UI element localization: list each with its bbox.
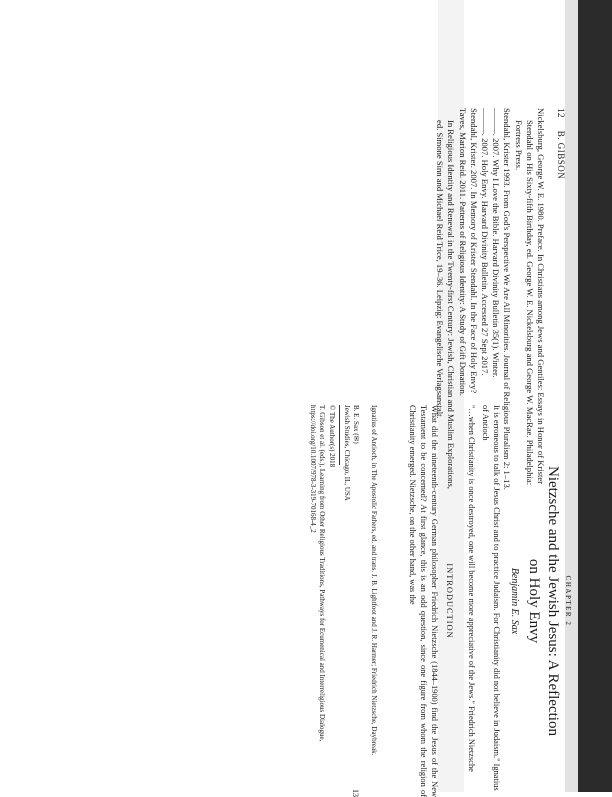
epigraph-quote-2: "…when Christianity is once destroyed, one will become more appreciative of the Jews." Friedrich Nietzsche	[467, 405, 476, 772]
right-page	[292, 405, 572, 797]
chapter-label: CHAPTER 2	[564, 575, 572, 627]
reference-item: Stendahl, Krister. 2007. In Memory of Krister Stendahl. In the Face of Holy Envy?	[468, 108, 479, 394]
section-heading: INTRODUCTION	[445, 563, 454, 639]
reference-item: Nickelsburg, George W. E. 1980. Preface. In Christians among Jews and Gentiles: Essays in Honor of Krister Stendahl on His Sixty-fifth Birthday, ed. George W. E. Nickelsburg and George W. MacRae. Philadelphia: Fortress Press.	[513, 108, 546, 486]
chapter-author: Benjamin E. Sax	[509, 567, 520, 635]
body-text	[407, 405, 440, 797]
editors-line: T. Gibson et al. (eds.), Learning from Other Religious Traditions, Pathways for Ecumenical and Interreligious Dialogue,	[318, 405, 327, 742]
footnote	[369, 405, 378, 797]
chapter-title-line-1: Nietzsche and the Jewish Jesus: A Reflection	[545, 466, 561, 736]
reference-item: ———. 2007. Why I Love the Bible. Harvard Divinity Bulletin 35(1). Winter.	[491, 108, 502, 378]
chapter-title	[524, 405, 562, 797]
author-affiliation: Jewish Studies, Chicago, IL, USA	[342, 405, 351, 501]
author-address: B. E. Sax (✉)	[352, 405, 360, 444]
chapter-title-line-2: on Holy Envy	[526, 558, 542, 644]
doi-link[interactable]: https://doi.org/10.1007/978-3-319-70168-4_2	[309, 405, 318, 533]
running-head-text: B. GIBSON	[556, 130, 566, 180]
body-paragraph: What did the nineteenth-century German philosopher Friedrich Nietzsche (1844–1900) find the Jesus of the New Testament to be concerned? At first glance, this is an odd question, since one figure from whom the religion of Christianity emerged. Nietzsche, on the other hand, was the	[408, 405, 439, 797]
reference-item: Taves, Marion Reid. 2011. Patterns of Religious Identity: A Study of Gift Donation.	[457, 108, 468, 396]
running-head	[556, 108, 566, 179]
right-page-number: 13	[351, 789, 360, 797]
left-page-number: 12	[556, 108, 566, 118]
footnote-text: Ignatius of Antioch, in The Apostolic Fathers, ed. and trans. J. B. Lightfoot and J. R. Harmer; Friedrich Nietzsche, Daybreak.	[370, 405, 378, 756]
scan-binding-edge	[578, 0, 612, 792]
divider-rule	[339, 405, 340, 465]
copyright-line: © The Author(s) 2018	[327, 405, 336, 468]
reference-item: In Religious Identity and Renewal in the Twenty-first Century: Jewish, Christian and Muslim Explorations, ed. Simone Sinn and Michael Reid Trice, 19–36. Leipzig: Evangelische Verlagsanstalt.	[435, 120, 457, 489]
epigraph-quote-1: It is erroneous to talk of Jesus Christ and to practice Judaism. For Christianity did not believe in Judaism." Ignatius of Antioch	[481, 405, 501, 791]
reference-item: ———. 2007. Holy Envy. Harvard Divinity Bulletin. Accessed 27 Sept 2017.	[479, 108, 490, 376]
epigraph	[463, 405, 502, 797]
reference-item: Stendahl, Krister 1993. From God's Perspective We Are All Minorities. Journal of Religious Pluralism 2: 1–13.	[502, 108, 513, 490]
publication-block	[308, 405, 360, 797]
